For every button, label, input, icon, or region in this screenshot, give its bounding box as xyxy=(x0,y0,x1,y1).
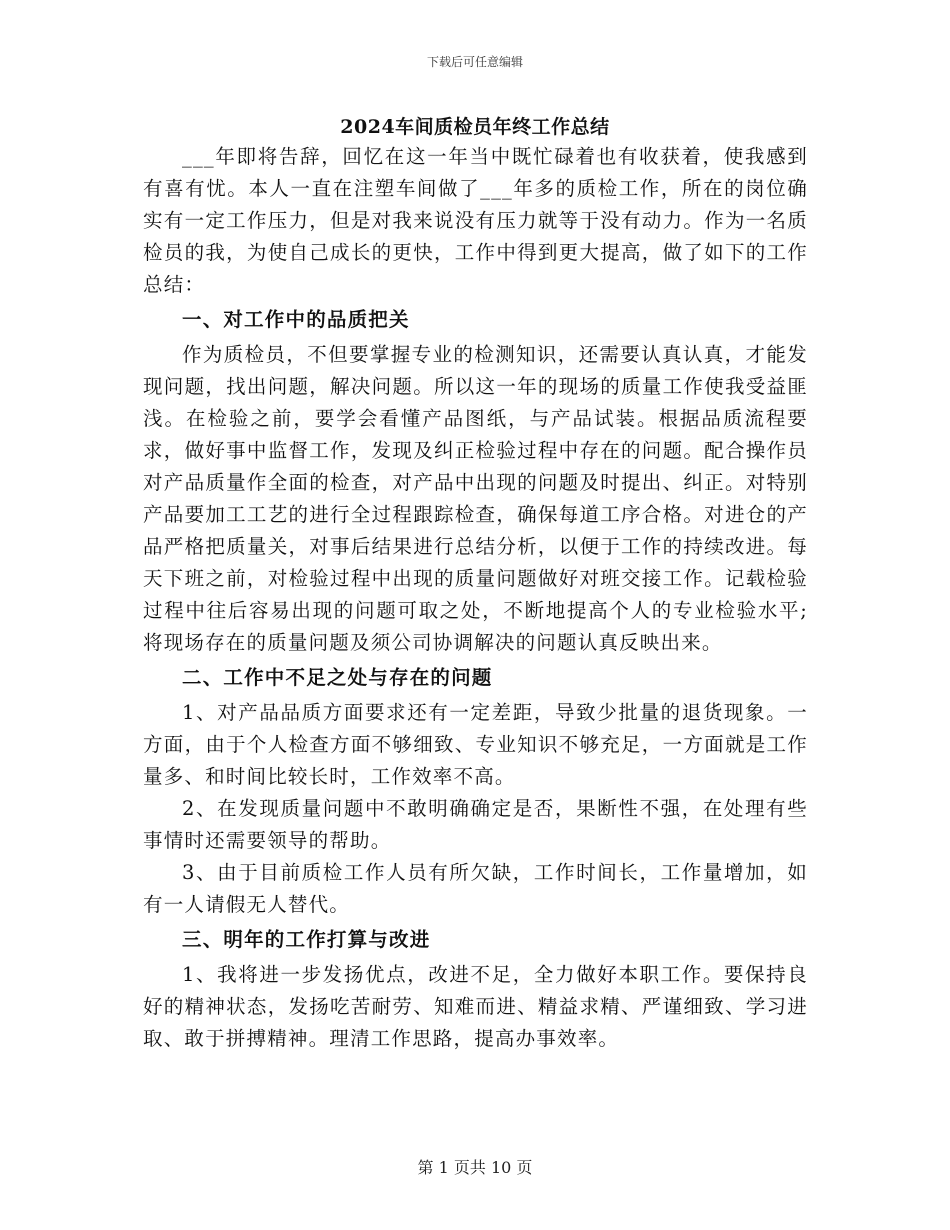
section-heading: 一、对工作中的品质把关 xyxy=(182,308,410,331)
section-paragraph: 3、由于目前质检工作人员有所欠缺，工作时间长，工作量增加，如有一人请假无人替代。 xyxy=(143,861,808,916)
section-heading: 三、明年的工作打算与改进 xyxy=(182,928,431,951)
section-paragraph: 作为质检员，不但要掌握专业的检测知识，还需要认真认真，才能发现问题，找出问题，解决问题。所以这一年的现场的质量工作使我受益匪浅。在检验之前，要学会看懂产品图纸，与产品试装。根据品质流程要求，做好事中监督工作，发现及纠正检验过程中存在的问题。配合操作员对产品质量作全面的检查，对产品中出现的问题及时提出、纠正。对特别产品要加工工艺的进行全过程跟踪检查，确保每道工序合格。对进仓的产品严格把质量关，对事后结果进行总结分析，以便于工作的持续改进。每天下班之前，对检验过程中出现的质量问题做好对班交接工作。记载检验过程中往后容易出现的问题可取之处，不断地提高个人的专业检验水平;将现场存在的质量问题及须公司协调解决的问题认真反映出来。 xyxy=(143,343,808,654)
section-paragraph: 1、对产品品质方面要求还有一定差距，导致少批量的退货现象。一方面，由于个人检查方面不够细致、专业知识不够充足，一方面就是工作量多、和时间比较长时，工作效率不高。 xyxy=(143,701,808,788)
section-paragraph: 2、在发现质量问题中不敢明确确定是否，果断性不强，在处理有些事情时还需要领导的帮助。 xyxy=(143,797,808,852)
document-body xyxy=(143,141,808,1055)
page-number: 第 1 页共 10 页 xyxy=(417,1158,533,1177)
document-title: 2024车间质检员年终工作总结 xyxy=(340,116,610,138)
section-heading: 二、工作中不足之处与存在的问题 xyxy=(182,666,493,689)
section-paragraph: 1、我将进一步发扬优点，改进不足，全力做好本职工作。要保持良好的精神状态，发扬吃苦耐劳、知难而进、精益求精、严谨细致、学习进取、敢于拼搏精神。理清工作思路，提高办事效率。 xyxy=(143,963,808,1050)
header-note: 下载后可任意编辑 xyxy=(426,55,523,69)
intro-paragraph: ___年即将告辞，回忆在这一年当中既忙碌着也有收获着，使我感到有喜有忧。本人一直在注塑车间做了___年多的质检工作，所在的岗位确实有一定工作压力，但是对我来说没有压力就等于没有动力。作为一名质检员的我，为使自己成长的更快，工作中得到更大提高，做了如下的工作总结： xyxy=(143,145,808,296)
